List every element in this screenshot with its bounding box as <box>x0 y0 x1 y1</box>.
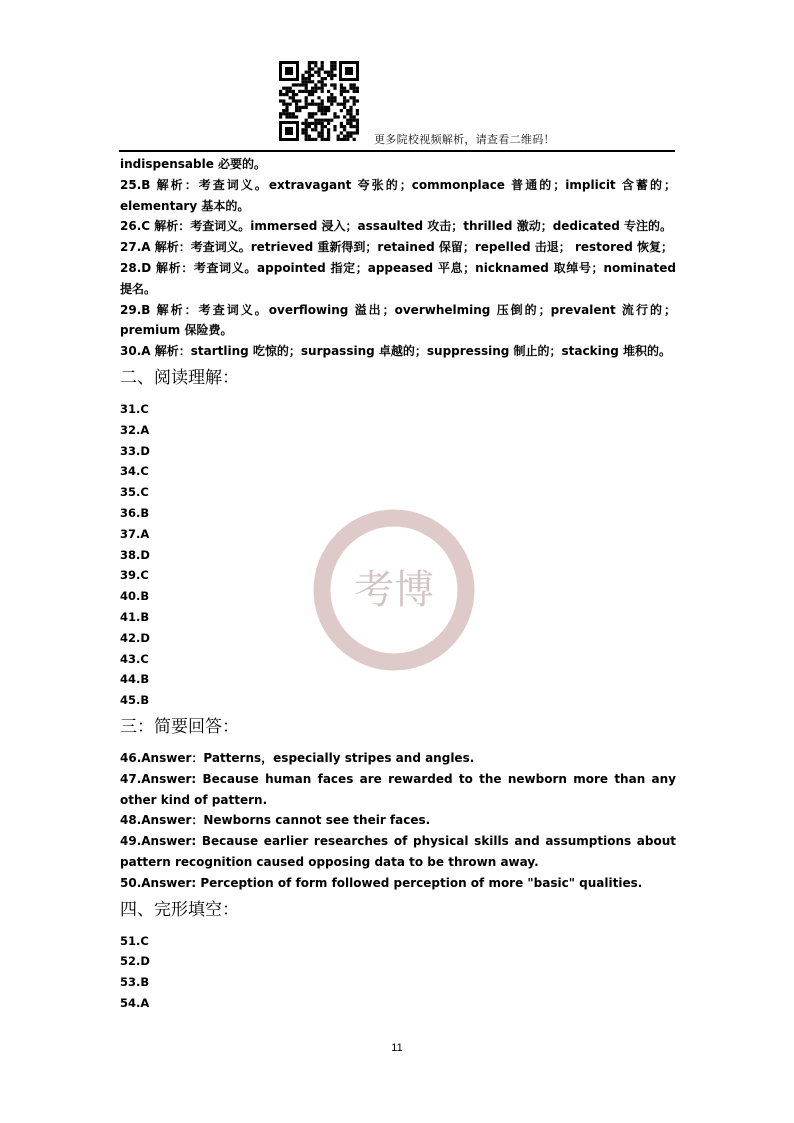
answer-item: 42.D <box>120 630 150 645</box>
answer-item: 40.B <box>120 589 150 604</box>
answer-item: 41.B <box>120 609 150 624</box>
answer-item: 35.C <box>120 485 149 500</box>
short-answer-item: 46.Answer：Patterns，especially stripes and angles. <box>120 750 475 765</box>
short-answer-item: 49.Answer: Because earlier researches of physical skills and assumptions about pattern recognition caused opposing data to be thrown away. <box>120 834 676 869</box>
answer-item: 53.B <box>120 975 150 990</box>
short-answers <box>120 748 676 894</box>
section-heading-reading: 二、阅读理解： <box>120 367 239 388</box>
vocab-line: 26.C 解析：考查词义。immersed 浸入；assaulted 攻击；thrilled 激动；dedicated 专注的。 <box>120 219 672 234</box>
vocab-line: 29.B 解析：考查词义。overflowing 溢出；overwhelming 压倒的；prevalent 流行的；premium 保险费。 <box>120 302 676 338</box>
short-answer-item: 47.Answer: Because human faces are rewarded to the newborn more than any other kind of pattern. <box>120 771 676 807</box>
short-answer-item: 50.Answer: Perception of form followed perception of more "basic" qualities. <box>120 875 643 890</box>
answer-item: 31.C <box>120 401 149 416</box>
vocab-line: 27.A 解析：考查词义。retrieved 重新得到；retained 保留；repelled 击退； restored 恢复； <box>120 240 673 255</box>
short-answer-item: 48.Answer：Newborns cannot see their faces. <box>120 813 431 828</box>
header-caption: 更多院校视频解析，请查看二维码！ <box>374 133 555 146</box>
answer-item: 37.A <box>120 526 150 541</box>
header-rule <box>119 150 675 152</box>
answer-item: 39.C <box>120 568 149 583</box>
reading-answers <box>120 399 676 711</box>
answer-item: 51.C <box>120 933 149 948</box>
cloze-answers <box>120 931 676 1014</box>
answer-item: 33.D <box>120 443 150 458</box>
answer-item: 34.C <box>120 464 149 479</box>
section-heading-short-answer: 三：简要回答： <box>120 716 239 737</box>
vocab-line: 30.A 解析：startling 吃惊的；surpassing 卓越的；suppressing 制止的；stacking 堆积的。 <box>120 344 672 359</box>
answer-item: 54.A <box>120 995 150 1010</box>
vocab-line: 28.D 解析：考查词义。appointed 指定；appeased 平息；nicknamed 取绰号；nominated 提名。 <box>120 260 676 296</box>
page-number: 11 <box>391 1042 403 1054</box>
section-heading-cloze: 四、完形填空： <box>120 899 239 920</box>
vocab-line: indispensable 必要的。 <box>120 157 267 171</box>
watermark-text: 考博 <box>354 567 434 613</box>
answer-item: 44.B <box>120 672 150 687</box>
vocab-line: 25.B 解析：考查词义。extravagant 夸张的；commonplace 普通的；implicit 含蓄的；elementary 基本的。 <box>120 177 676 213</box>
page-content <box>120 154 676 1014</box>
vocab-explanations <box>120 154 676 362</box>
answer-item: 43.C <box>120 651 149 666</box>
answer-item: 45.B <box>120 693 150 708</box>
answer-item: 36.B <box>120 505 150 520</box>
answer-item: 38.D <box>120 547 150 562</box>
answer-item: 52.D <box>120 954 150 969</box>
answer-item: 32.A <box>120 422 150 437</box>
qr-code-image <box>278 60 360 142</box>
